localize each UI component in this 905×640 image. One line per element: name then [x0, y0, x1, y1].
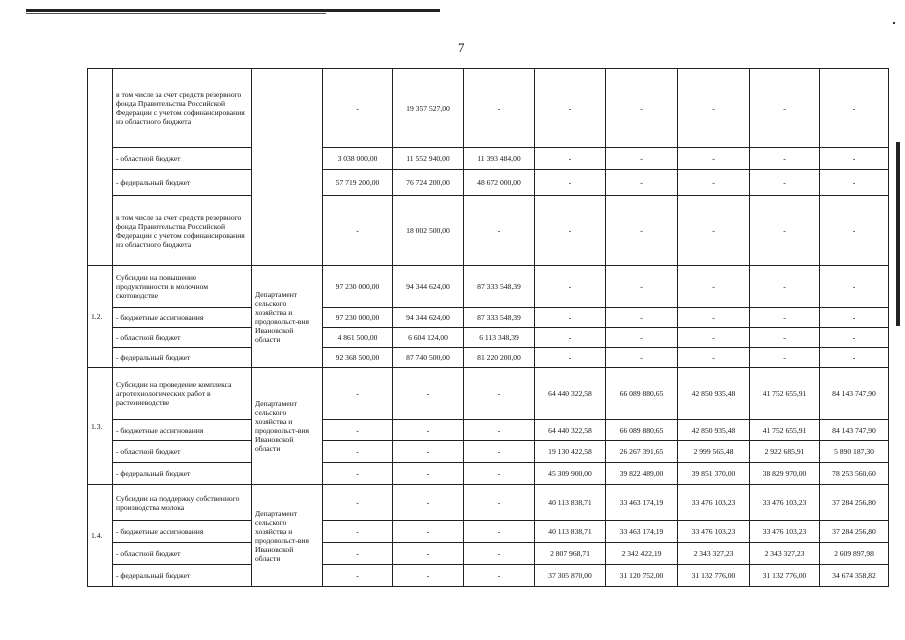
- value-cell: -: [535, 328, 606, 348]
- value-cell: 78 253 560,60: [820, 463, 889, 485]
- value-cell: 37 305 870,00: [535, 565, 606, 587]
- value-cell: -: [393, 565, 464, 587]
- value-cell: -: [820, 69, 889, 148]
- value-cell: 31 132 776,00: [678, 565, 750, 587]
- row-label: Субсидии на проведение комплекса агротехнологических работ в растениеводстве: [113, 368, 252, 420]
- value-cell: -: [393, 441, 464, 463]
- table-row: [88, 485, 889, 521]
- value-cell: 42 850 935,48: [678, 368, 750, 420]
- budget-table: [87, 68, 889, 587]
- value-cell: -: [750, 69, 820, 148]
- value-cell: 19 357 527,00: [393, 69, 464, 148]
- value-cell: -: [535, 196, 606, 266]
- value-cell: -: [820, 148, 889, 170]
- value-cell: -: [323, 463, 393, 485]
- value-cell: 87 333 548,39: [464, 266, 535, 308]
- value-cell: -: [393, 420, 464, 441]
- value-cell: 41 752 655,91: [750, 420, 820, 441]
- value-cell: -: [393, 543, 464, 565]
- row-label: Субсидии на повышение продуктивности в молочном скотоводстве: [113, 266, 252, 308]
- value-cell: 19 130 422,58: [535, 441, 606, 463]
- value-cell: 33 476 103,23: [678, 521, 750, 543]
- value-cell: -: [678, 348, 750, 368]
- row-label: в том числе за счет средств резервного фонда Правительства Российской Федерации с учетом софинансирования из областного бюджета: [113, 69, 252, 148]
- row-label: - бюджетные ассигнования: [113, 521, 252, 543]
- table-row: [88, 69, 889, 148]
- value-cell: 40 113 838,71: [535, 485, 606, 521]
- value-cell: 3 038 000,00: [323, 148, 393, 170]
- value-cell: 33 476 103,23: [750, 521, 820, 543]
- value-cell: 66 089 880,65: [606, 420, 678, 441]
- value-cell: -: [678, 328, 750, 348]
- value-cell: -: [464, 69, 535, 148]
- value-cell: -: [678, 69, 750, 148]
- value-cell: -: [535, 308, 606, 328]
- value-cell: 94 344 624,00: [393, 308, 464, 328]
- value-cell: 6 604 124,00: [393, 328, 464, 348]
- value-cell: -: [606, 170, 678, 196]
- row-index: 1.3.: [88, 368, 113, 485]
- value-cell: 64 440 322,58: [535, 420, 606, 441]
- row-label: - областной бюджет: [113, 328, 252, 348]
- table-row: [88, 368, 889, 420]
- row-index: 1.2.: [88, 266, 113, 368]
- value-cell: 37 284 256,80: [820, 485, 889, 521]
- table-row: [88, 196, 889, 266]
- value-cell: 66 089 880,65: [606, 368, 678, 420]
- value-cell: 45 309 900,00: [535, 463, 606, 485]
- value-cell: 11 393 484,00: [464, 148, 535, 170]
- table-row: [88, 565, 889, 587]
- value-cell: 2 343 327,23: [678, 543, 750, 565]
- value-cell: -: [750, 196, 820, 266]
- value-cell: 5 890 187,30: [820, 441, 889, 463]
- value-cell: 41 752 655,91: [750, 368, 820, 420]
- value-cell: -: [464, 521, 535, 543]
- value-cell: -: [323, 368, 393, 420]
- value-cell: -: [750, 266, 820, 308]
- value-cell: 97 230 000,00: [323, 266, 393, 308]
- value-cell: -: [678, 148, 750, 170]
- value-cell: 39 822 489,00: [606, 463, 678, 485]
- value-cell: -: [750, 148, 820, 170]
- value-cell: -: [535, 266, 606, 308]
- value-cell: 2 807 968,71: [535, 543, 606, 565]
- scan-edge-mark: [896, 142, 900, 326]
- value-cell: -: [606, 328, 678, 348]
- table-row: [88, 308, 889, 328]
- value-cell: -: [820, 328, 889, 348]
- table-row: [88, 521, 889, 543]
- table-row: [88, 463, 889, 485]
- value-cell: -: [606, 308, 678, 328]
- value-cell: -: [606, 69, 678, 148]
- value-cell: -: [750, 348, 820, 368]
- row-label: - федеральный бюджет: [113, 348, 252, 368]
- value-cell: -: [678, 170, 750, 196]
- value-cell: -: [820, 170, 889, 196]
- value-cell: 26 267 391,65: [606, 441, 678, 463]
- value-cell: 2 999 565,48: [678, 441, 750, 463]
- table-row: [88, 266, 889, 308]
- value-cell: -: [820, 348, 889, 368]
- value-cell: 31 132 776,00: [750, 565, 820, 587]
- value-cell: -: [535, 69, 606, 148]
- scan-speck: [893, 22, 895, 24]
- value-cell: 33 463 174,19: [606, 521, 678, 543]
- value-cell: -: [750, 308, 820, 328]
- value-cell: 34 674 358,82: [820, 565, 889, 587]
- value-cell: -: [464, 441, 535, 463]
- table-row: [88, 328, 889, 348]
- value-cell: -: [750, 170, 820, 196]
- value-cell: -: [323, 485, 393, 521]
- value-cell: -: [323, 441, 393, 463]
- row-label: - федеральный бюджет: [113, 170, 252, 196]
- value-cell: -: [464, 368, 535, 420]
- value-cell: 94 344 624,00: [393, 266, 464, 308]
- value-cell: -: [820, 266, 889, 308]
- department-cell: Департамент сельского хозяйства и продовольст-вия Ивановской области: [252, 266, 323, 368]
- value-cell: 4 861 500,00: [323, 328, 393, 348]
- value-cell: -: [606, 266, 678, 308]
- value-cell: -: [393, 368, 464, 420]
- value-cell: -: [464, 543, 535, 565]
- value-cell: 97 230 000,00: [323, 308, 393, 328]
- value-cell: 40 113 838,71: [535, 521, 606, 543]
- value-cell: 57 719 200,00: [323, 170, 393, 196]
- value-cell: -: [535, 148, 606, 170]
- row-index: [88, 69, 113, 266]
- value-cell: 11 552 940,00: [393, 148, 464, 170]
- value-cell: -: [464, 485, 535, 521]
- value-cell: 2 922 685,91: [750, 441, 820, 463]
- value-cell: 48 672 000,00: [464, 170, 535, 196]
- table-row: [88, 543, 889, 565]
- row-label: - областной бюджет: [113, 441, 252, 463]
- table-row: [88, 420, 889, 441]
- row-label: - федеральный бюджет: [113, 565, 252, 587]
- value-cell: -: [323, 565, 393, 587]
- value-cell: -: [606, 148, 678, 170]
- value-cell: 42 850 935,48: [678, 420, 750, 441]
- value-cell: 84 143 747,90: [820, 420, 889, 441]
- value-cell: 76 724 200,00: [393, 170, 464, 196]
- header-rule-thin: [26, 13, 326, 14]
- value-cell: -: [323, 420, 393, 441]
- value-cell: -: [323, 196, 393, 266]
- table-row: [88, 441, 889, 463]
- value-cell: 39 851 370,00: [678, 463, 750, 485]
- value-cell: -: [535, 170, 606, 196]
- value-cell: 31 120 752,00: [606, 565, 678, 587]
- value-cell: -: [606, 348, 678, 368]
- table-row: [88, 170, 889, 196]
- row-label: - бюджетные ассигнования: [113, 308, 252, 328]
- value-cell: -: [393, 485, 464, 521]
- value-cell: -: [464, 463, 535, 485]
- value-cell: 64 440 322,58: [535, 368, 606, 420]
- table-row: [88, 348, 889, 368]
- value-cell: 87 333 548,39: [464, 308, 535, 328]
- value-cell: 38 829 970,00: [750, 463, 820, 485]
- row-index: 1.4.: [88, 485, 113, 587]
- value-cell: -: [535, 348, 606, 368]
- row-label: в том числе за счет средств резервного фонда Правительства Российской Федерации с учетом софинансирования из областного бюджета: [113, 196, 252, 266]
- row-label: - областной бюджет: [113, 543, 252, 565]
- page-number: 7: [458, 40, 465, 55]
- value-cell: -: [820, 308, 889, 328]
- department-cell: Департамент сельского хозяйства и продовольст-вия Ивановской области: [252, 485, 323, 587]
- value-cell: 37 284 256,80: [820, 521, 889, 543]
- value-cell: 6 113 348,39: [464, 328, 535, 348]
- value-cell: 18 002 500,00: [393, 196, 464, 266]
- department-cell: Департамент сельского хозяйства и продовольст-вия Ивановской области: [252, 368, 323, 485]
- row-label: Субсидии на поддержку собственного производства молока: [113, 485, 252, 521]
- value-cell: -: [323, 69, 393, 148]
- department-cell: [252, 69, 323, 266]
- row-label: - бюджетные ассигнования: [113, 420, 252, 441]
- value-cell: 2 609 897,98: [820, 543, 889, 565]
- value-cell: -: [464, 565, 535, 587]
- value-cell: -: [393, 521, 464, 543]
- value-cell: -: [820, 196, 889, 266]
- header-rule: [26, 9, 440, 12]
- value-cell: 2 342 422,19: [606, 543, 678, 565]
- value-cell: -: [750, 328, 820, 348]
- value-cell: 33 476 103,23: [678, 485, 750, 521]
- value-cell: -: [606, 196, 678, 266]
- value-cell: 87 740 500,00: [393, 348, 464, 368]
- value-cell: -: [678, 196, 750, 266]
- value-cell: 33 476 103,23: [750, 485, 820, 521]
- value-cell: -: [678, 308, 750, 328]
- value-cell: 84 143 747,90: [820, 368, 889, 420]
- value-cell: -: [323, 543, 393, 565]
- row-label: - областной бюджет: [113, 148, 252, 170]
- value-cell: -: [464, 196, 535, 266]
- value-cell: -: [393, 463, 464, 485]
- value-cell: -: [464, 420, 535, 441]
- value-cell: 81 220 200,00: [464, 348, 535, 368]
- value-cell: 92 368 500,00: [323, 348, 393, 368]
- value-cell: 33 463 174,19: [606, 485, 678, 521]
- value-cell: -: [678, 266, 750, 308]
- row-label: - федеральный бюджет: [113, 463, 252, 485]
- table-row: [88, 148, 889, 170]
- value-cell: 2 343 327,23: [750, 543, 820, 565]
- value-cell: -: [323, 521, 393, 543]
